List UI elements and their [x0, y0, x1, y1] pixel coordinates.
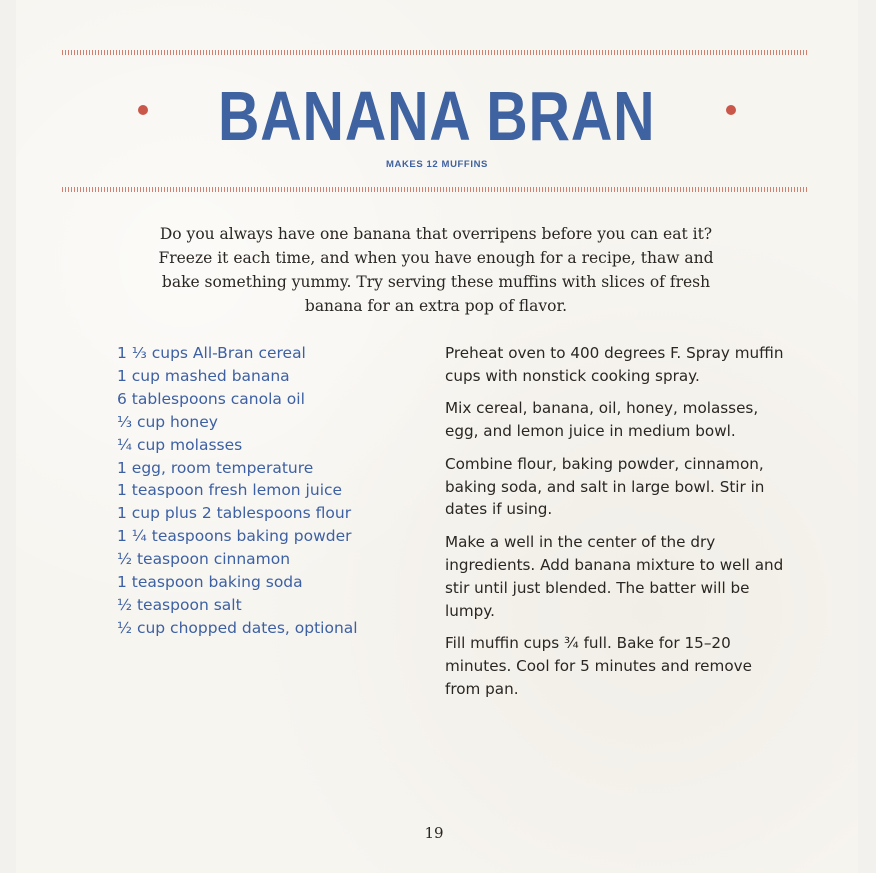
ingredient-item: 1 cup plus 2 tablespoons flour: [117, 504, 352, 523]
cookbook-page: [16, 0, 858, 873]
ingredient-item: 1 cup mashed banana: [117, 366, 290, 385]
direction-step: Make a well in the center of the dry ingredients. Add banana mixture to well and stir until just blended. The batter will be lumpy.: [445, 532, 784, 620]
ingredient-item: 1 ¼ teaspoons baking powder: [117, 527, 352, 546]
right-bullet-dot: [726, 105, 736, 115]
ingredient-item: 6 tablespoons canola oil: [117, 389, 305, 408]
left-bullet-dot: [138, 105, 148, 115]
ingredient-item: 1 teaspoon baking soda: [117, 573, 303, 592]
direction-step: Fill muffin cups ¾ full. Bake for 15–20 minutes. Cool for 5 minutes and remove from pan.: [445, 633, 752, 698]
ingredient-item: ½ cup chopped dates, optional: [117, 618, 358, 637]
recipe-title: BANANA BRAN: [218, 77, 656, 155]
ingredient-item: ⅓ cup honey: [117, 412, 218, 431]
direction-step: Mix cereal, banana, oil, honey, molasses, egg, and lemon juice in medium bowl.: [445, 399, 759, 441]
ingredient-item: ¼ cup molasses: [117, 435, 243, 454]
title-row: [16, 76, 858, 156]
recipe-intro: Do you always have one banana that overripens before you can eat it? Freeze it each time, and when you have enough for a recipe, thaw and bake something yummy. Try serving these muffins with slices of fresh banana for an extra pop of flavor.: [158, 225, 714, 315]
ingredient-list: [117, 342, 437, 640]
page-number: 19: [424, 824, 444, 842]
direction-step: Preheat oven to 400 degrees F. Spray muffin cups with nonstick cooking spray.: [445, 344, 784, 385]
ingredient-item: 1 egg, room temperature: [117, 458, 314, 477]
ingredient-item: ½ teaspoon salt: [117, 595, 242, 614]
ingredient-item: 1 ⅓ cups All-Bran cereal: [117, 344, 306, 362]
top-divider: [62, 50, 808, 55]
ingredient-item: ½ teaspoon cinnamon: [117, 550, 291, 569]
directions: [445, 342, 785, 710]
bottom-divider: [62, 187, 808, 192]
direction-step: Combine flour, baking powder, cinnamon, baking soda, and salt in large bowl. Stir in dates if using.: [445, 454, 765, 519]
ingredient-item: 1 teaspoon fresh lemon juice: [117, 481, 343, 500]
recipe-yield: MAKES 12 MUFFINS: [386, 159, 488, 170]
